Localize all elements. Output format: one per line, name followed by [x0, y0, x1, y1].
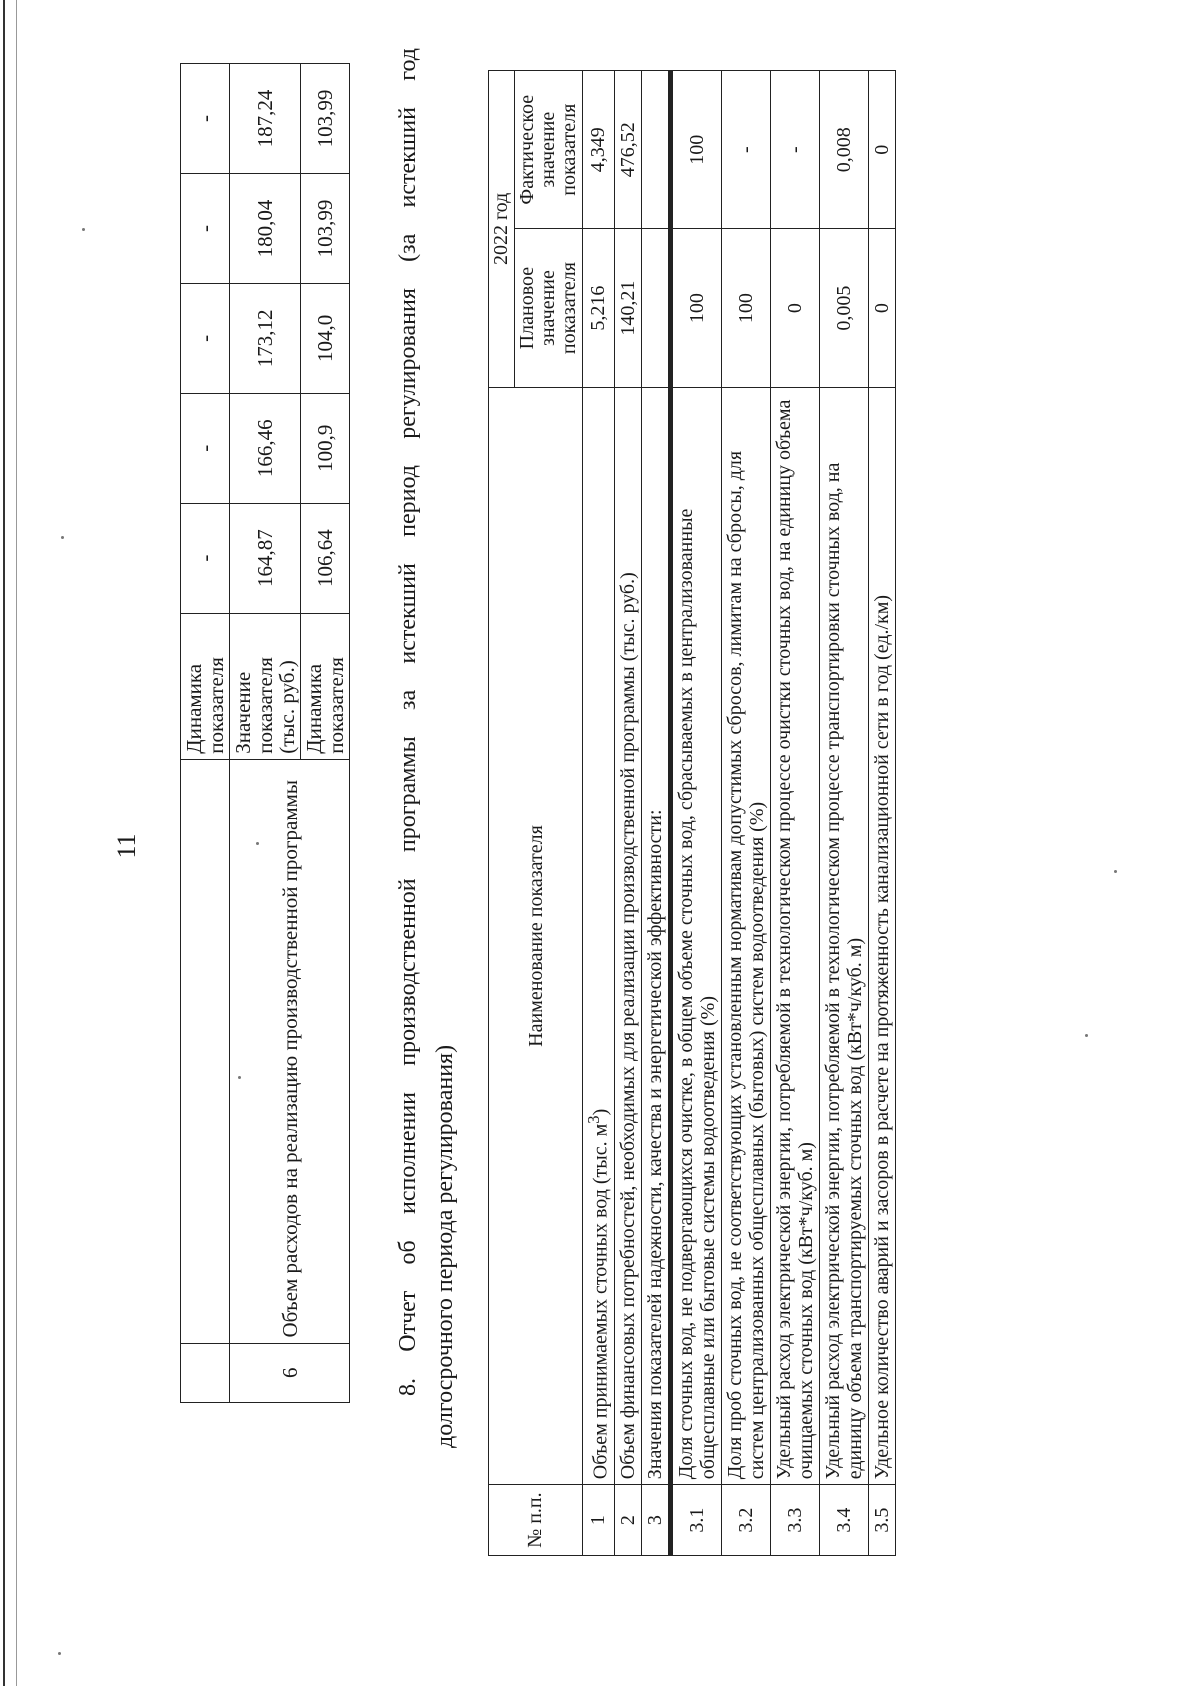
table-cell: -	[181, 503, 230, 613]
table-cell: Динамика показателя	[181, 613, 230, 759]
section-heading-line: долгосрочного периода регулирования)	[432, 1044, 459, 1448]
table-cell: 100,9	[301, 393, 350, 503]
row-name: Доля проб сточных вод, не соответствующих установленным нормативам допустимых сбросов, лимитам на сбросы, для систем централизованных общесплавных (бытовых) систем водоотведения (%)	[721, 387, 770, 1484]
section-heading-line: 8. Отчет об исполнении производственной программы за истекший период регулирования (за истекший год	[395, 48, 421, 1396]
table-cell: -	[181, 283, 230, 393]
planned-value: 100	[721, 229, 770, 387]
actual-value: 100	[670, 71, 721, 229]
table-cell: 103,99	[301, 173, 350, 283]
table-cell: 187,24	[230, 64, 301, 174]
table-cell: 103,99	[301, 64, 350, 174]
actual-value: 0	[868, 71, 895, 229]
actual-value: -	[721, 71, 770, 229]
row-name: Доля сточных вод, не подвергающихся очистке, в общем объеме сточных вод, сбрасываемых в централизованные общесплавные или бытовые системы водоотведения (%)	[670, 387, 721, 1484]
table-cell: 104,0	[301, 283, 350, 393]
table-row	[670, 71, 721, 1556]
row-name: Значения показателей надежности, качества и энергетической эффективности:	[641, 387, 670, 1484]
actual-value: 476,52	[614, 71, 641, 229]
table-row	[819, 71, 868, 1556]
row-name: Объем финансовых потребностей, необходимых для реализации производственной программы (тыс. руб.)	[614, 387, 641, 1484]
row-number: 1	[583, 1485, 615, 1556]
report-table	[488, 70, 896, 1556]
table-row	[181, 64, 230, 1403]
row-number: 3.1	[670, 1485, 721, 1556]
planned-value: 0,005	[819, 229, 868, 387]
table-row	[614, 71, 641, 1556]
table-cell: Динамика показателя	[301, 613, 350, 759]
table-cell: 6	[230, 1343, 350, 1402]
table-cell: 166,46	[230, 393, 301, 503]
row-name-text: Объем принимаемых сточных вод (тыс. м	[589, 1123, 612, 1480]
table-cell: 173,12	[230, 283, 301, 393]
actual-value: -	[770, 71, 819, 229]
header-actual: Фактическое значение показателя	[515, 71, 583, 229]
table-cell	[181, 759, 230, 1343]
row-number: 3	[641, 1485, 670, 1556]
planned-value: 140,21	[614, 229, 641, 387]
table-row	[230, 64, 301, 1403]
row-name: Удельный расход электрической энергии, потребляемой в технологическом процессе транспортировки сточных вод, на единицу объема транспортируемых сточных вод (кВт*ч/куб. м)	[819, 387, 868, 1484]
header-name: Наименование показателя	[489, 387, 583, 1484]
table-cell: Значение показателя (тыс. руб.)	[230, 613, 301, 759]
row-name: Удельный расход электрической энергии, потребляемой в технологическом процессе очистки сточных вод, на единицу объема очищаемых сточных вод (кВт*ч/куб. м)	[770, 387, 819, 1484]
row-number: 3.5	[868, 1485, 895, 1556]
table-row	[583, 71, 615, 1556]
table-header-row	[489, 71, 515, 1556]
table-cell: Объем расходов на реализацию производственной программы	[230, 759, 350, 1343]
header-number: № п.п.	[489, 1485, 583, 1556]
row-name-tail: )	[589, 1108, 612, 1116]
page-number: 11	[112, 833, 141, 859]
table-row	[770, 71, 819, 1556]
actual-value	[641, 71, 670, 229]
header-planned: Плановое значение показателя	[515, 229, 583, 387]
table-row	[868, 71, 895, 1556]
table-cell: -	[181, 173, 230, 283]
row-name: Удельное количество аварий и засоров в расчете на протяженность канализационной сети в год (ед./км)	[868, 387, 895, 1484]
planned-value: 0	[770, 229, 819, 387]
superscript: 3	[584, 1115, 603, 1124]
header-year: 2022 год	[489, 71, 515, 388]
table-cell: 164,87	[230, 503, 301, 613]
actual-value: 4,349	[583, 71, 615, 229]
table-row	[721, 71, 770, 1556]
planned-value: 0	[868, 229, 895, 387]
row-number: 3.2	[721, 1485, 770, 1556]
planned-value: 5,216	[583, 229, 615, 387]
row-name	[583, 387, 615, 1484]
table-cell	[181, 1343, 230, 1402]
planned-value: 100	[670, 229, 721, 387]
section-heading	[390, 48, 464, 1448]
table-cell: 106,64	[301, 503, 350, 613]
row-number: 2	[614, 1485, 641, 1556]
table-cell: -	[181, 393, 230, 503]
row-number: 3.3	[770, 1485, 819, 1556]
table-row	[641, 71, 670, 1556]
row-number: 3.4	[819, 1485, 868, 1556]
table-cell: -	[181, 64, 230, 174]
actual-value: 0,008	[819, 71, 868, 229]
upper-table	[180, 63, 350, 1403]
planned-value	[641, 229, 670, 387]
table-cell: 180,04	[230, 173, 301, 283]
